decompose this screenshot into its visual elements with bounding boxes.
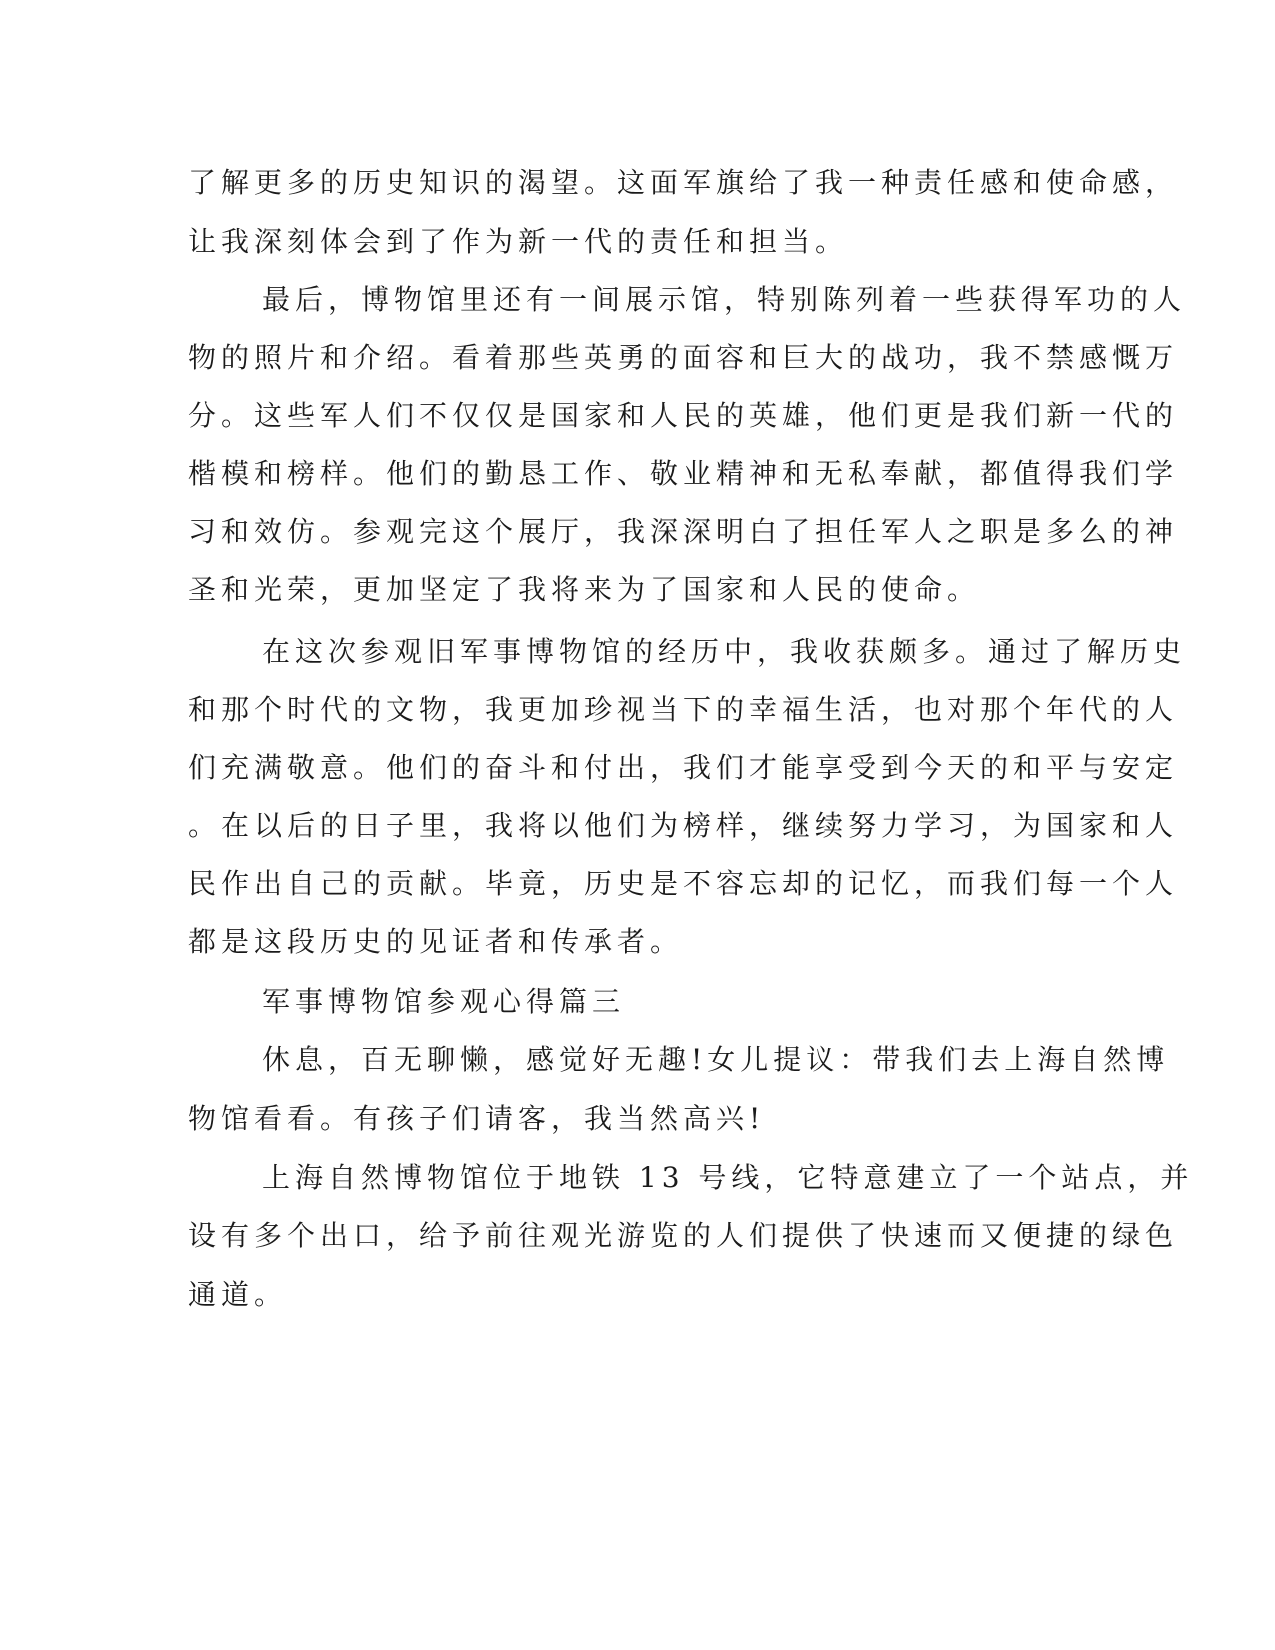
text-line: 楷模和榜样。他们的勤恳工作、敬业精神和无私奉献，都值得我们学 <box>188 457 1179 490</box>
paragraph-start-line: 在这次参观旧军事博物馆的经历中，我收获颇多。通过了解历史 <box>262 635 1187 668</box>
section-heading: 军事博物馆参观心得篇三 <box>262 985 626 1018</box>
text-line: 了解更多的历史知识的渴望。这面军旗给了我一种责任感和使命感， <box>188 166 1179 199</box>
text-line: 都是这段历史的见证者和传承者。 <box>188 925 684 958</box>
text-line: 物的照片和介绍。看着那些英勇的面容和巨大的战功，我不禁感慨万 <box>188 341 1179 374</box>
text-line: 物馆看看。有孩子们请客，我当然高兴! <box>188 1102 766 1135</box>
paragraph-start-line: 休息，百无聊懒，感觉好无趣!女儿提议：带我们去上海自然博 <box>262 1043 1170 1076</box>
text-line: 圣和光荣，更加坚定了我将来为了国家和人民的使命。 <box>188 573 981 606</box>
text-line: 民作出自己的贡献。毕竟，历史是不容忘却的记忆，而我们每一个人 <box>188 867 1179 900</box>
paragraph-start-line: 最后，博物馆里还有一间展示馆，特别陈列着一些获得军功的人 <box>262 283 1187 316</box>
text-line: 和那个时代的文物，我更加珍视当下的幸福生活，也对那个年代的人 <box>188 693 1179 726</box>
paragraph-start-line: 上海自然博物馆位于地铁 13 号线，它特意建立了一个站点，并 <box>262 1161 1194 1194</box>
text-line: 让我深刻体会到了作为新一代的责任和担当。 <box>188 225 849 258</box>
text-line: 。在以后的日子里，我将以他们为榜样，继续努力学习，为国家和人 <box>188 809 1179 842</box>
text-line: 通道。 <box>188 1278 288 1311</box>
text-line: 习和效仿。参观完这个展厅，我深深明白了担任军人之职是多么的神 <box>188 515 1179 548</box>
text-line: 们充满敬意。他们的奋斗和付出，我们才能享受到今天的和平与安定 <box>188 751 1179 784</box>
text-line: 设有多个出口，给予前往观光游览的人们提供了快速而又便捷的绿色 <box>188 1219 1179 1252</box>
text-line: 分。这些军人们不仅仅是国家和人民的英雄，他们更是我们新一代的 <box>188 399 1179 432</box>
